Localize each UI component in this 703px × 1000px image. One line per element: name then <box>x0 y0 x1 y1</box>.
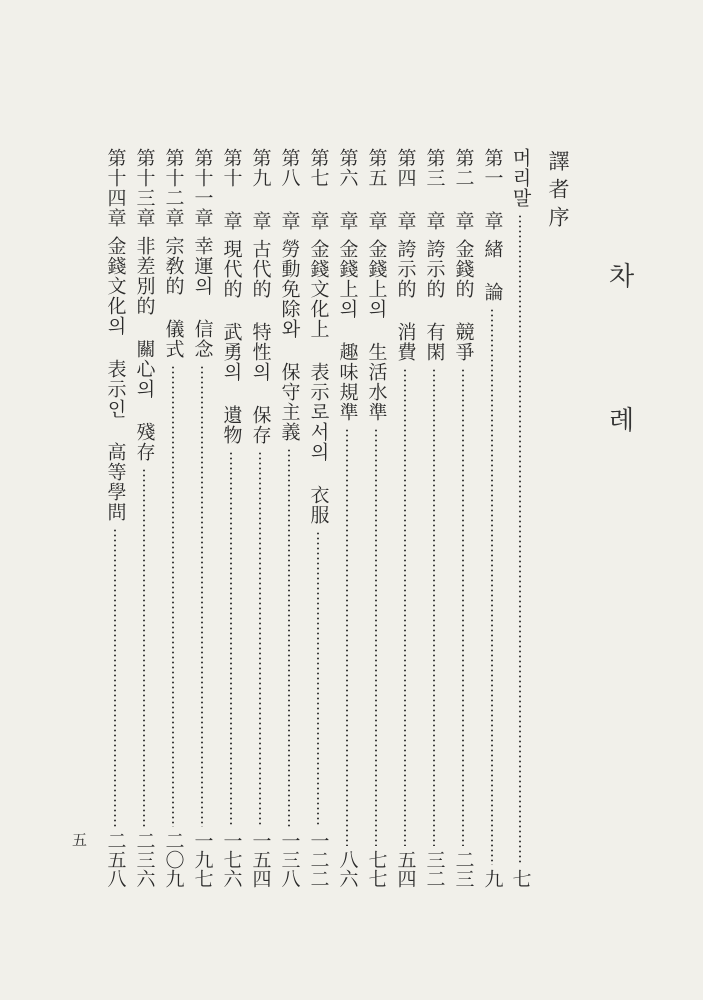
folio-page-number: 五 <box>72 831 88 849</box>
page-number: 二五八 <box>104 831 127 888</box>
toc-entry <box>160 148 186 888</box>
chapter-label: 第六 章 <box>336 148 359 231</box>
chapter-label: 第七 章 <box>307 148 330 231</box>
toc-entry <box>450 148 476 888</box>
chapter-label: 第五 章 <box>365 148 388 231</box>
dot-leader <box>491 308 493 865</box>
page-number: 七 <box>509 869 532 888</box>
toc-entry <box>218 148 244 888</box>
chapter-label: 第三 章 <box>423 148 446 231</box>
page-number: 七七 <box>365 850 388 888</box>
toc-entry <box>189 148 215 888</box>
chapter-title: 緖 論 <box>481 239 504 302</box>
dot-leader <box>317 531 319 827</box>
dot-leader <box>259 451 261 827</box>
chapter-title: 金錢文化上 表示로서의 衣服 <box>307 239 330 525</box>
toc-entry <box>305 148 331 888</box>
page-number: 二〇九 <box>162 831 185 888</box>
chapter-label: 第十一章 <box>191 148 214 228</box>
dot-leader <box>230 451 232 827</box>
toc-entry <box>479 148 505 888</box>
chapter-label: 第四 章 <box>394 148 417 231</box>
page-number: 二三六 <box>133 831 156 888</box>
page-number: 一九七 <box>191 831 214 888</box>
page-number: 一五四 <box>249 831 272 888</box>
dot-leader <box>375 428 377 846</box>
chapter-title: 勞動免除와 保守主義 <box>278 239 301 442</box>
chapter-title: 古代的 特性의 保存 <box>249 239 272 445</box>
chapter-title: 誇示的 有閑 <box>423 239 446 362</box>
chapter-label: 第十 章 <box>220 148 243 231</box>
dot-leader <box>462 368 464 846</box>
toc-entry <box>102 148 128 888</box>
chapter-label: 第九 章 <box>249 148 272 231</box>
chapter-label: 第八 章 <box>278 148 301 231</box>
page-number: 五四 <box>394 850 417 888</box>
chapter-label: 第一 章 <box>481 148 504 231</box>
toc-entry <box>363 148 389 888</box>
chapter-label: 第二 章 <box>452 148 475 231</box>
chapter-title: 現代的 武勇의 遺物 <box>220 239 243 445</box>
dot-leader <box>288 448 290 827</box>
toc-entry <box>507 148 533 888</box>
page-number: 八六 <box>336 850 359 888</box>
dot-leader <box>519 214 521 865</box>
chapter-title: 非差別的 關心의 殘存 <box>133 236 156 462</box>
dot-leader <box>172 365 174 827</box>
page-number: 一二二 <box>307 831 330 888</box>
chapter-label: 머리말 <box>509 148 532 208</box>
chapter-title: 金錢上의 生活水準 <box>365 239 388 422</box>
page-number: 一三八 <box>278 831 301 888</box>
dot-leader <box>114 528 116 827</box>
toc-entry <box>421 148 447 888</box>
chapter-title: 誇示的 消費 <box>394 239 417 362</box>
chapter-label: 第十四章 <box>104 148 127 228</box>
translator-preface-heading: 譯者序 <box>546 150 570 234</box>
page-number: 九 <box>481 869 504 888</box>
chapter-title: 金錢的 競爭 <box>452 239 475 362</box>
chapter-title: 幸運의 信念 <box>191 236 214 359</box>
page-number: 一七六 <box>220 831 243 888</box>
chapter-label: 第十二章 <box>162 148 185 228</box>
chapter-title: 宗敎的 儀式 <box>162 236 185 359</box>
page-number: 二三 <box>452 850 475 888</box>
chapter-title: 金錢文化의 表示인 高等學問 <box>104 236 127 522</box>
toc-entry <box>131 148 157 888</box>
toc-title: 차 례 <box>604 262 634 476</box>
dot-leader <box>433 368 435 846</box>
dot-leader <box>201 365 203 827</box>
toc-entry <box>392 148 418 888</box>
chapter-title: 金錢上의 趣味規準 <box>336 239 359 422</box>
toc-entry <box>247 148 273 888</box>
toc-entry <box>276 148 302 888</box>
dot-leader <box>404 368 406 846</box>
dot-leader <box>346 428 348 846</box>
dot-leader <box>143 468 145 827</box>
toc-entry <box>334 148 360 888</box>
page-number: 三二 <box>423 850 446 888</box>
chapter-label: 第十三章 <box>133 148 156 228</box>
